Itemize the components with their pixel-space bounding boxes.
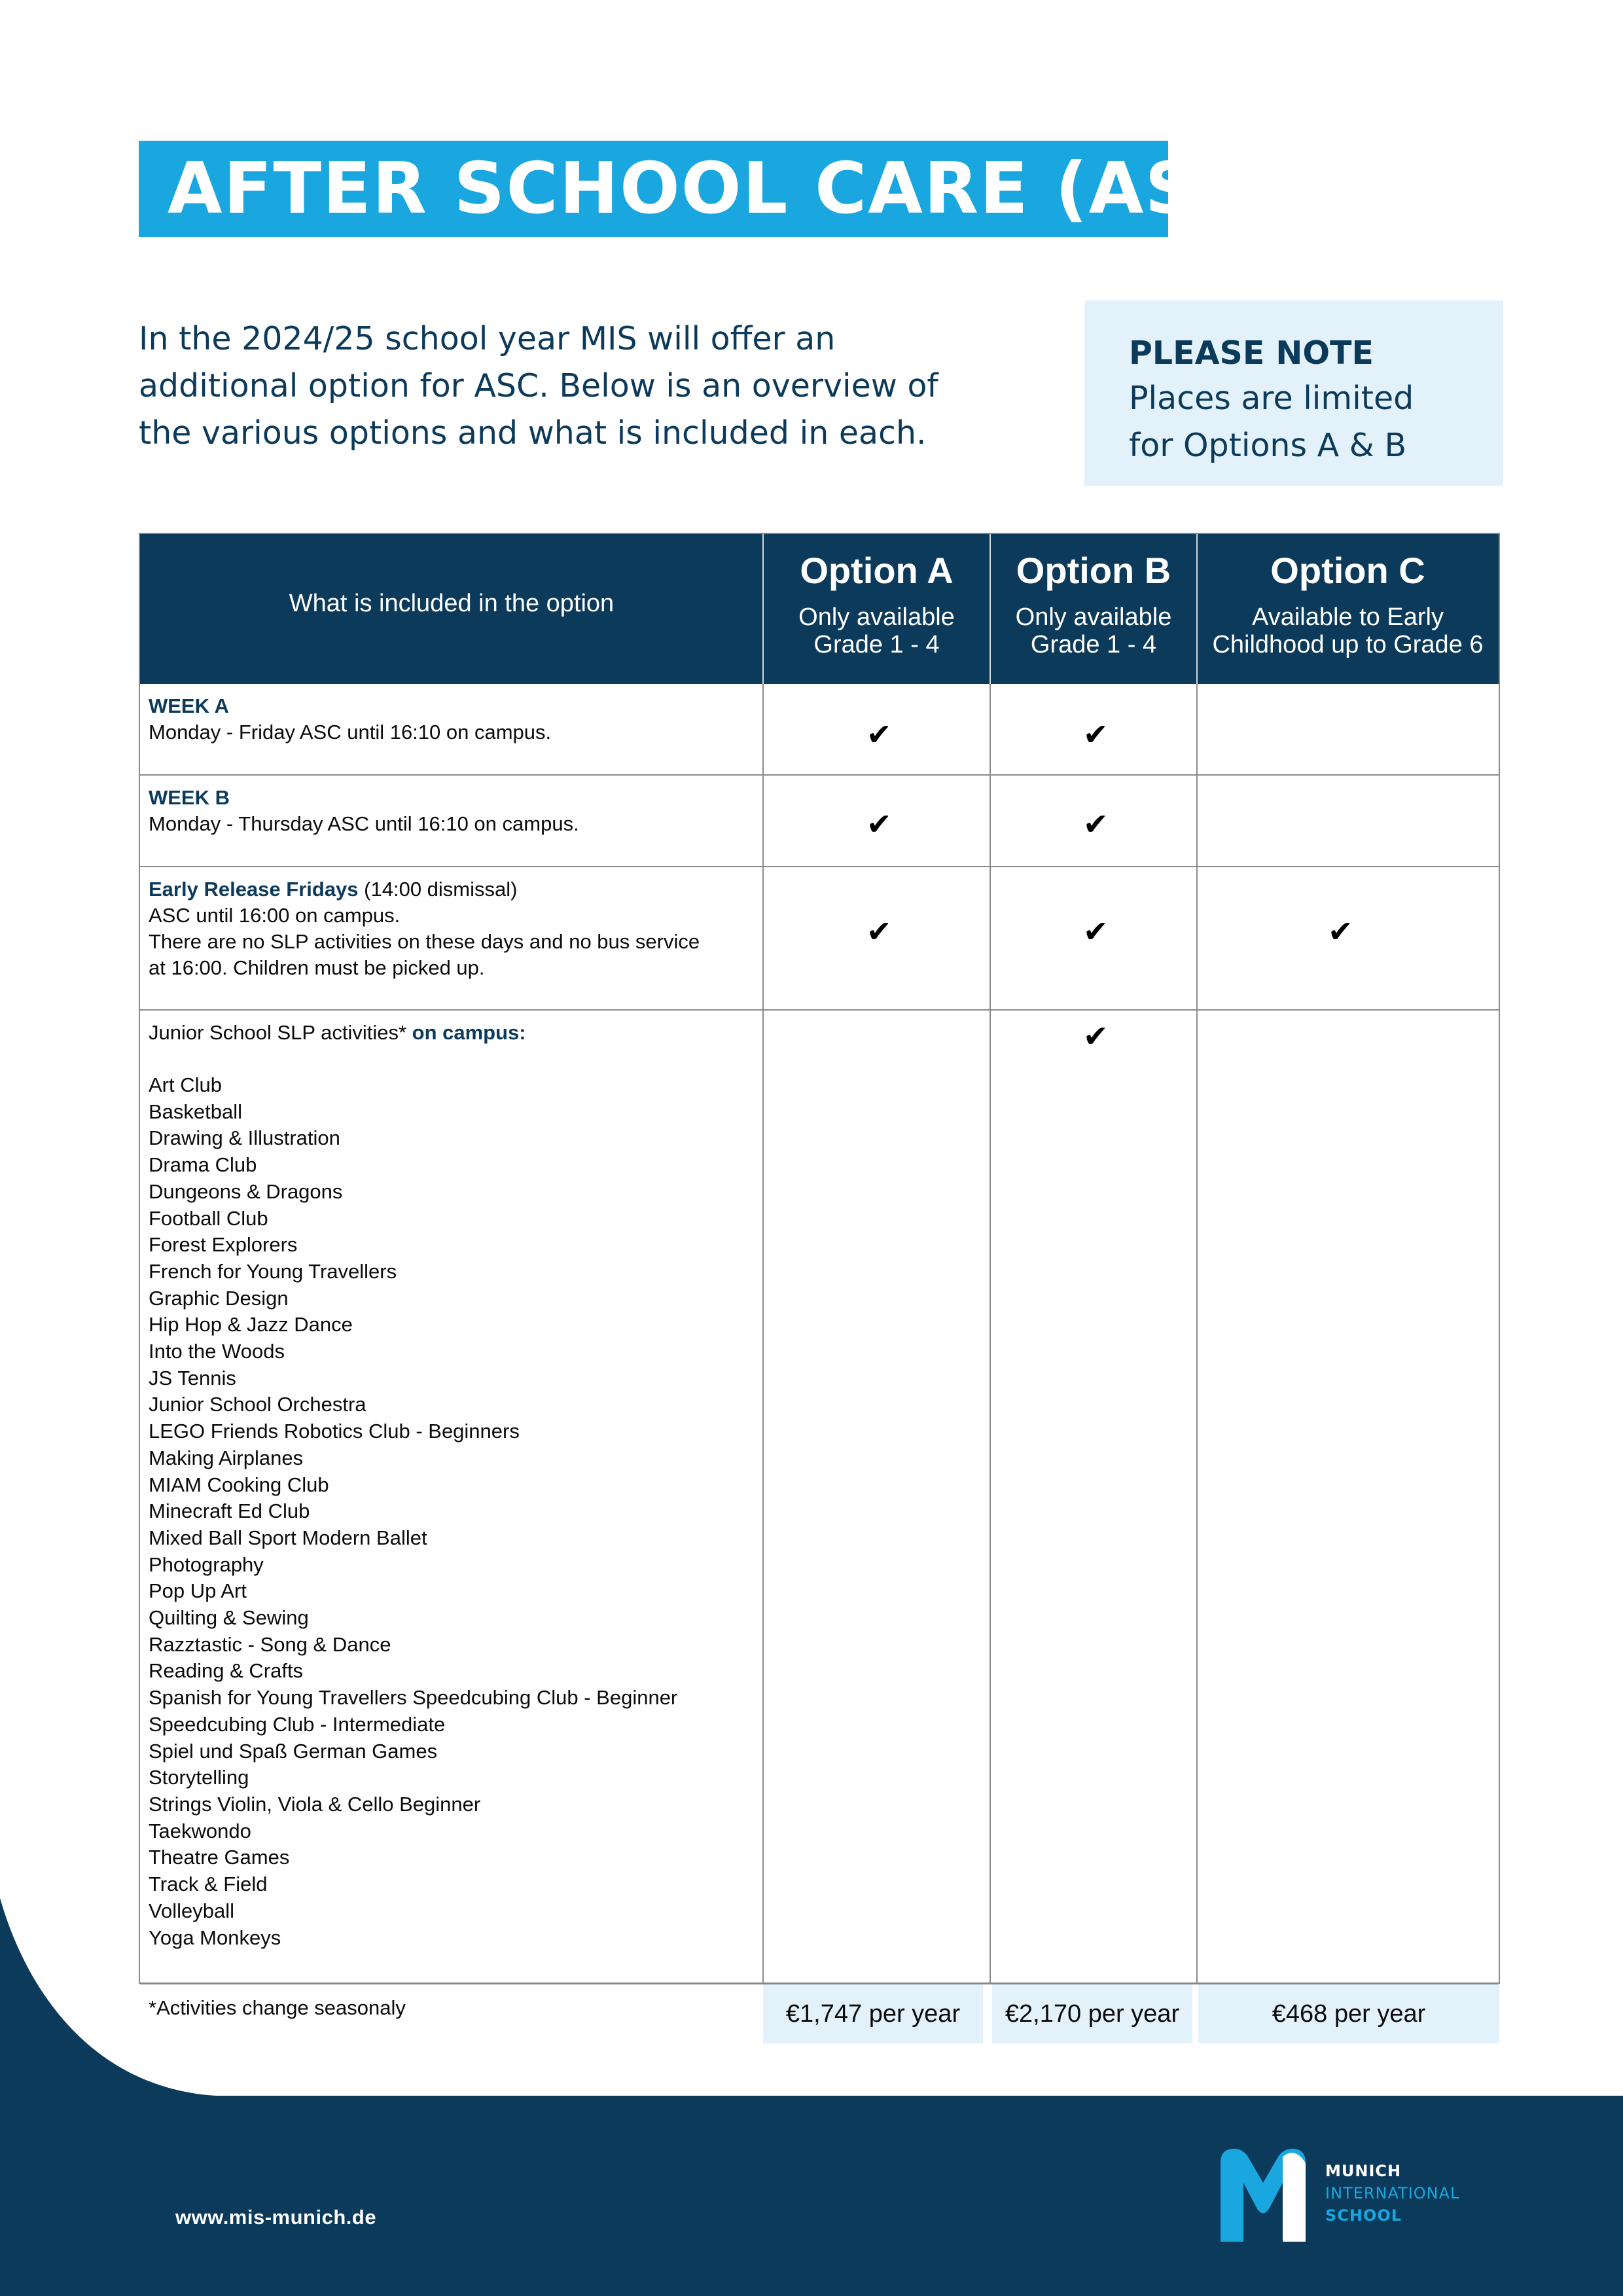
logo-line: MUNICH xyxy=(1325,2162,1402,2180)
logo-line: SCHOOL xyxy=(1325,2206,1402,2225)
table-header xyxy=(140,534,1499,684)
header-option-a xyxy=(763,534,990,684)
activity-item: Basketball xyxy=(149,1100,243,1123)
row-title-prefix: Junior School SLP activities* xyxy=(149,1021,412,1044)
activity-item: Taekwondo xyxy=(149,1819,251,1842)
table-row-slp-activities xyxy=(149,1020,526,1046)
activity-item: JS Tennis xyxy=(149,1366,236,1390)
row-text: Monday - Thursday ASC until 16:10 on campus. xyxy=(149,812,579,835)
intro-paragraph xyxy=(139,315,950,457)
checkmark-icon: ✔ xyxy=(866,717,892,752)
activity-item: MIAM Cooking Club xyxy=(149,1473,329,1496)
row-text: ASC until 16:00 on campus. xyxy=(149,904,401,927)
logo-line: INTERNATIONAL xyxy=(1325,2184,1460,2202)
row-divider xyxy=(140,866,1499,867)
activity-item: Art Club xyxy=(149,1073,222,1096)
checkmark-icon: ✔ xyxy=(1083,914,1109,949)
header-divider xyxy=(1196,534,1198,684)
option-availability: Only available xyxy=(1015,603,1172,631)
intro-line: additional option for ASC. Below is an overview of xyxy=(139,367,938,404)
activity-item: Photography xyxy=(149,1552,264,1576)
header-what-included: What is included in the option xyxy=(289,590,615,617)
row-text: at 16:00. Children must be picked up. xyxy=(149,956,485,979)
activity-item: Hip Hop & Jazz Dance xyxy=(149,1313,353,1336)
checkmark-icon: ✔ xyxy=(1328,914,1353,949)
table-row-early-release xyxy=(149,876,700,981)
table-row-week-a xyxy=(149,693,551,745)
activity-item: Yoga Monkeys xyxy=(149,1926,281,1949)
activity-item: Pop Up Art xyxy=(149,1579,247,1603)
header-option-c xyxy=(1197,534,1499,684)
activity-item: Dungeons & Dragons xyxy=(149,1179,343,1203)
logo-text xyxy=(1325,2160,1459,2227)
activity-item: Strings Violin, Viola & Cello Beginner xyxy=(149,1792,481,1816)
row-title: WEEK B xyxy=(149,786,230,809)
table-row-week-b xyxy=(149,785,579,837)
option-grades: Grade 1 - 4 xyxy=(1030,631,1157,658)
option-grades: Childhood up to Grade 6 xyxy=(1212,631,1484,658)
header-divider xyxy=(990,534,991,684)
checkmark-icon: ✔ xyxy=(1083,806,1109,842)
title-banner xyxy=(139,141,1284,237)
activity-item: Reading & Crafts xyxy=(149,1659,304,1683)
row-title: on campus: xyxy=(412,1021,526,1044)
activity-item: Track & Field xyxy=(149,1873,268,1896)
activity-item: Theatre Games xyxy=(149,1846,290,1869)
checkmark-icon: ✔ xyxy=(1083,1018,1109,1054)
option-name: Option A xyxy=(800,550,954,591)
option-availability: Available to Early xyxy=(1252,603,1444,631)
option-name: Option B xyxy=(1016,550,1171,591)
activity-item: Graphic Design xyxy=(149,1286,289,1310)
activity-item: Making Airplanes xyxy=(149,1446,304,1469)
page-title: AFTER SCHOOL CARE (ASC) xyxy=(168,148,1284,230)
note-title: PLEASE NOTE xyxy=(1129,334,1374,372)
row-title-suffix: (14:00 dismissal) xyxy=(358,878,518,901)
activity-item: Football Club xyxy=(149,1206,268,1230)
activity-item: Forest Explorers xyxy=(149,1233,298,1257)
note-box xyxy=(1084,300,1503,486)
activity-item: Razztastic - Song & Dance xyxy=(149,1632,391,1656)
website-link[interactable]: www.mis-munich.de xyxy=(175,2206,377,2229)
activity-item: Junior School Orchestra xyxy=(149,1393,366,1416)
activity-item: Speedcubing Club - Intermediate xyxy=(149,1712,446,1736)
activity-item: Spiel und Spaß German Games xyxy=(149,1739,438,1763)
activity-item: Storytelling xyxy=(149,1766,249,1789)
row-title: Early Release Fridays xyxy=(149,878,359,901)
row-text: Monday - Friday ASC until 16:10 on campus. xyxy=(149,721,552,744)
activities-list xyxy=(149,1072,757,1951)
row-title: WEEK A xyxy=(149,694,229,717)
option-name: Option C xyxy=(1270,550,1425,591)
activity-item: Quilting & Sewing xyxy=(149,1606,309,1630)
price-option-c: €468 per year xyxy=(1198,1984,1499,2043)
footnote: *Activities change seasonaly xyxy=(149,1996,406,2019)
column-divider xyxy=(1196,684,1198,1982)
activity-item: Drama Club xyxy=(149,1153,257,1177)
header-option-b xyxy=(990,534,1197,684)
checkmark-icon: ✔ xyxy=(866,914,892,949)
activity-item: Volleyball xyxy=(149,1899,234,1922)
price-option-a: €1,747 per year xyxy=(763,1984,983,2043)
activity-item: LEGO Friends Robotics Club - Beginners xyxy=(149,1420,520,1443)
intro-line: In the 2024/25 school year MIS will offer an xyxy=(139,320,836,357)
activity-item: Spanish for Young Travellers Speedcubing Club - Beginner xyxy=(149,1686,678,1710)
note-line: Places are limited xyxy=(1129,380,1414,417)
row-text: There are no SLP activities on these days and no bus service xyxy=(149,930,700,953)
option-availability: Only available xyxy=(798,603,955,631)
price-option-b: €2,170 per year xyxy=(992,1984,1192,2043)
column-divider xyxy=(762,684,764,1982)
checkmark-icon: ✔ xyxy=(1083,717,1109,752)
activity-item: Drawing & Illustration xyxy=(149,1126,340,1150)
header-divider xyxy=(762,534,764,684)
activity-item: Into the Woods xyxy=(149,1340,285,1363)
activity-item: French for Young Travellers xyxy=(149,1259,397,1283)
column-divider xyxy=(990,684,991,1982)
row-divider xyxy=(140,774,1499,776)
option-grades: Grade 1 - 4 xyxy=(813,631,940,658)
intro-line: the various options and what is included in each. xyxy=(139,414,927,452)
note-line: for Options A & B xyxy=(1129,427,1407,464)
checkmark-icon: ✔ xyxy=(866,806,892,842)
activity-item: Minecraft Ed Club xyxy=(149,1499,310,1523)
row-divider xyxy=(140,1009,1499,1011)
activity-item: Mixed Ball Sport Modern Ballet xyxy=(149,1526,427,1549)
